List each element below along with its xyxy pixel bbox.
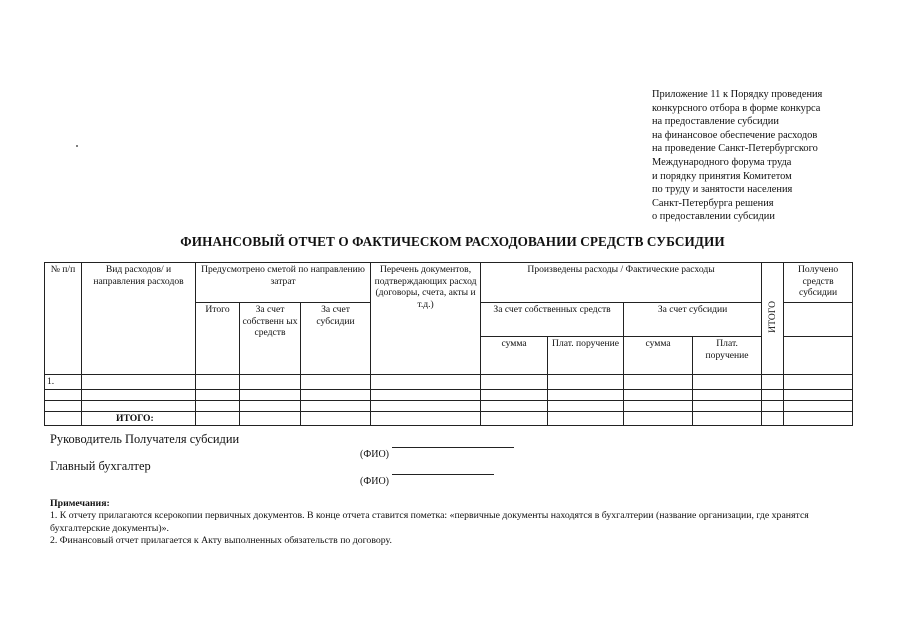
header-itogo [762, 263, 784, 375]
appendix-line: конкурсного отбора в форме конкурса [652, 102, 821, 114]
header-num: № п/п [45, 263, 82, 375]
header-received-blank [784, 303, 853, 337]
head-signature-label: Руководитель Получателя субсидии [50, 432, 240, 446]
header-expense-type: Вид расходов/ и направления расходов [82, 263, 196, 375]
total-label: ИТОГО: [82, 411, 196, 426]
scan-speck [76, 145, 78, 147]
head-fio-line [392, 447, 514, 448]
header-documents: Перечень документов, подтверждающих расход (договоры, счета, акты и т.д.) [371, 263, 481, 375]
header-payment-order-subsidy: Плат. поручение [693, 337, 762, 375]
notes-block [50, 498, 870, 548]
header-subsidy-funds: За счет субсидии [624, 303, 762, 337]
appendix-line: на предоставление субсидии [652, 116, 779, 128]
header-total: Итого [196, 303, 240, 375]
appendix-line: на финансовое обеспечение расходов [652, 129, 818, 141]
appendix-block [652, 88, 897, 224]
notes-header: Примечания: [50, 498, 110, 509]
note-item-1: 1. К отчету прилагаются ксерокопии первичных документов. В конце отчета ставится пометка: «первичные документы находятся в бухгалтерии (название организации, где хранятся бухгалтерские документы)». [50, 510, 809, 534]
table-row [45, 389, 853, 400]
header-received-blank-2 [784, 337, 853, 375]
note-item-2: 2. Финансовый отчет прилагается к Акту выполненных обязательств по договору. [50, 535, 392, 547]
table-row [45, 400, 853, 411]
accountant-fio-label: (ФИО) [360, 476, 390, 487]
appendix-line: о предоставлении субсидии [652, 211, 775, 223]
appendix-line: Приложение 11 к Порядку проведения [652, 89, 823, 100]
header-planned: Предусмотрено сметой по направлению затрат [196, 263, 371, 303]
accountant-signature-label: Главный бухгалтер [50, 459, 151, 473]
header-subsidy-planned: За счет субсидии [301, 303, 371, 375]
header-received: Получено средств субсидии [784, 263, 853, 303]
header-own-funds-planned: За счет собственн ых средств [240, 303, 301, 375]
header-own-funds: За счет собственных средств [481, 303, 624, 337]
expense-report-table [44, 262, 853, 426]
header-payment-order: Плат. поручение [548, 337, 624, 375]
header-sum-subsidy: сумма [624, 337, 693, 375]
header-produced: Произведены расходы / Фактические расходы [481, 263, 762, 303]
header-itogo-text: ИТОГО [766, 300, 778, 333]
header-sum: сумма [481, 337, 548, 375]
table-row [45, 375, 853, 390]
appendix-line: на проведение Санкт-Петербургского [652, 143, 818, 155]
total-row [45, 411, 853, 426]
accountant-fio-line [392, 474, 494, 475]
row-number: 1. [45, 375, 82, 390]
appendix-line: и порядку принятия Комитетом [652, 170, 792, 182]
appendix-line: Международного форума труда [652, 156, 792, 168]
report-title: ФИНАНСОВЫЙ ОТЧЕТ О ФАКТИЧЕСКОМ РАСХОДОВАНИИ СРЕДСТВ СУБСИДИИ [180, 234, 725, 249]
appendix-line: Санкт-Петербурга решения [652, 197, 774, 209]
appendix-line: по труду и занятости населения [652, 184, 793, 196]
head-fio-label: (ФИО) [360, 449, 390, 460]
